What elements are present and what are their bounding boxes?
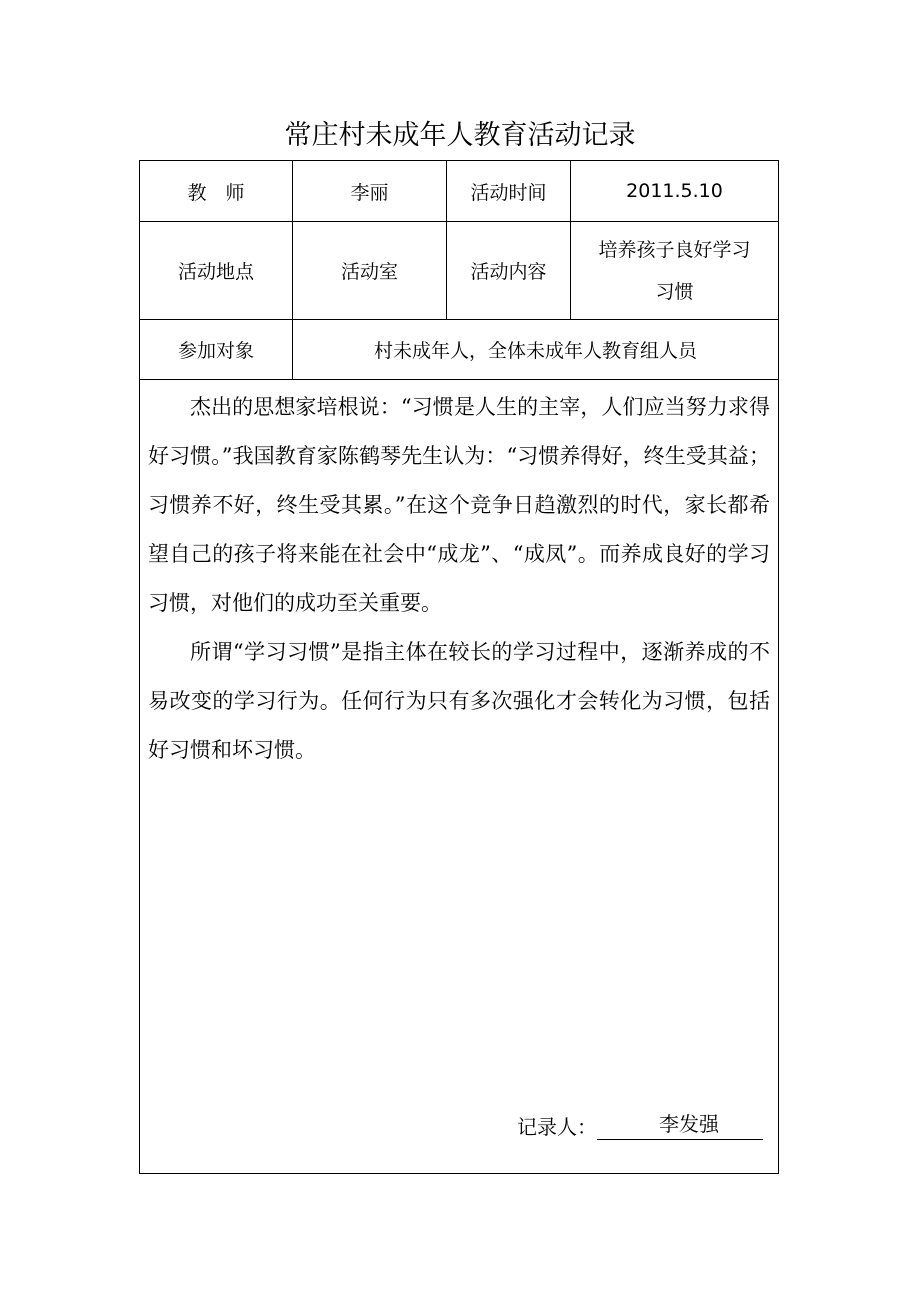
teacher-label: 教 师 — [187, 181, 245, 204]
recorder-signature — [517, 1110, 763, 1140]
description-paragraph: 所谓“学习习惯”是指主体在较长的学习过程中，逐渐养成的不易改变的学习行为。任何行为只有多次强化才会转化为习惯，包括好习惯和坏习惯。 — [148, 640, 770, 762]
recorder-name: 李发强 — [597, 1109, 763, 1140]
description-paragraph: 杰出的思想家培根说：“习惯是人生的主宰，人们应当努力求得好习惯。”我国教育家陈鹤琴先生认为：“习惯养得好，终生受其益；习惯养不好，终生受其累。”在这个竞争日趋激烈的时代，家长都希望自己的孩子将来能在社会中“成龙”、“成凤”。而养成良好的学习习惯，对他们的成功至关重要。 — [148, 395, 770, 615]
activity-description — [148, 383, 770, 775]
location-value: 活动室 — [340, 261, 398, 283]
teacher-value: 李丽 — [350, 181, 389, 204]
recorder-label: 记录人： — [517, 1115, 597, 1139]
location-label: 活动地点 — [177, 261, 254, 283]
row-divider — [140, 379, 778, 380]
activity-content-value — [571, 222, 778, 319]
activity-content-line: 习惯 — [655, 280, 694, 303]
participants-label: 参加对象 — [177, 340, 254, 362]
activity-time-label: 活动时间 — [470, 181, 547, 204]
participants-value: 村未成年人，全体未成年人教育组人员 — [373, 340, 697, 362]
activity-content-line: 培养孩子良好学习 — [598, 238, 751, 261]
activity-content-label: 活动内容 — [470, 261, 547, 283]
activity-time-value: 2011.5.10 — [626, 180, 723, 202]
page-title: 常庄村未成年人教育活动记录 — [284, 120, 636, 151]
